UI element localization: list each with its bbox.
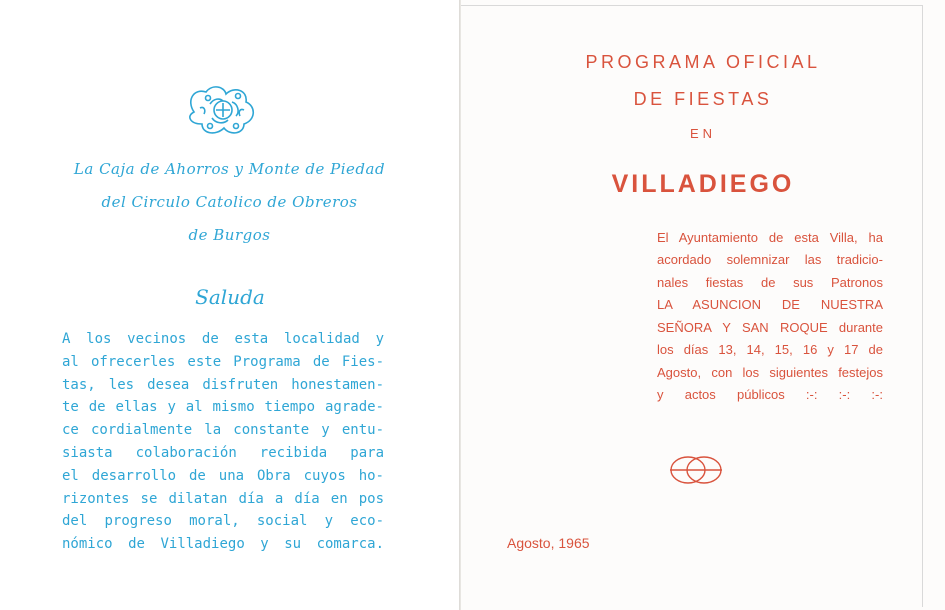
greeting-line: el desarrollo de una Obra cuyos ho- [62,468,384,484]
program-title-line-3: EN [689,126,717,141]
decree-line: nales fiestas de sus Patronos [657,275,883,290]
program-title-line-2: DE FIESTAS [633,89,773,109]
greeting-line: tas, les desea disfruten honestamen- [62,377,384,393]
decree-line: LA ASUNCION DE NUESTRA [657,297,883,312]
decree-line: los días 13, 14, 15, 16 y 17 de [657,342,883,357]
interlocking-rings-ornament-icon [664,450,728,490]
greeting-line: te de ellas y al mismo tiempo agrade- [62,399,384,415]
greeting-line: ce cordialmente la constante y entu- [62,422,384,438]
greeting-line: al ofrecerles este Programa de Fies- [62,354,384,370]
issue-date: Agosto, 1965 [507,535,590,551]
page-border-top [461,5,923,6]
greeting-line: del progreso moral, social y eco- [62,513,384,529]
institution-line-3: de Burgos [188,226,271,244]
greeting-line: siasta colaboración recibida para [62,445,384,461]
decree-line: El Ayuntamiento de esta Villa, ha [657,230,883,245]
greeting-line: nómico de Villadiego y su comarca. [62,536,384,552]
institution-line-1: La Caja de Ahorros y Monte de Piedad [73,160,386,178]
saluda-heading: Saluda [195,285,265,309]
decree-line: SEÑORA Y SAN ROQUE durante [657,320,883,335]
decree-line: Agosto, con los siguientes festejos [657,365,883,380]
greeting-line: rizontes se dilatan día a día en pos [62,491,384,507]
greeting-line: A los vecinos de esta localidad y [62,331,384,347]
institution-line-2: del Circulo Catolico de Obreros [101,193,358,211]
monogram-emblem-icon [180,82,266,138]
decree-line: acordado solemnizar las tradicio- [657,252,883,267]
program-title-line-1: PROGRAMA OFICIAL [585,52,821,72]
town-name: VILLADIEGO [611,170,795,198]
decree-line: y actos públicos :-: :-: :-: [657,387,883,402]
